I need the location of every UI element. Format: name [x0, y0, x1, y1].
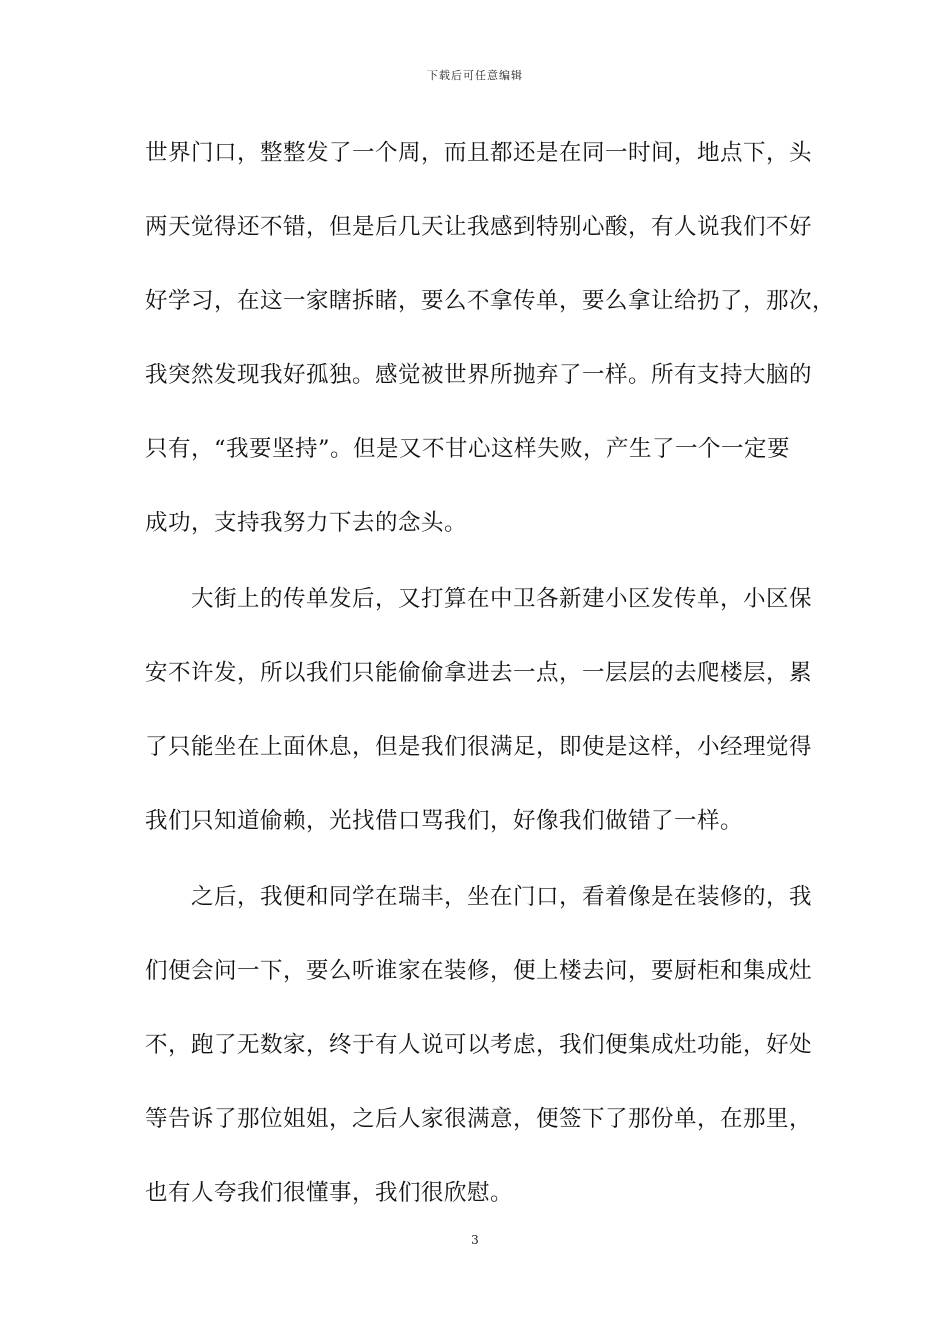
text-line: 不，跑了无数家，终于有人说可以考虑，我们便集成灶功能，好处 [145, 1032, 813, 1058]
paragraph-first-line: 大街上的传单发后，又打算在中卫各新建小区发传单，小区保 [191, 586, 813, 612]
text-line: 也有人夸我们很懂事，我们很欣慰。 [145, 1180, 514, 1206]
text-line: 成功，支持我努力下去的念头。 [145, 510, 468, 536]
text-line: 好学习，在这一家瞎拆睹，要么不拿传单，要么拿让给扔了，那次， [145, 288, 836, 314]
text-line: 们便会问一下，要么听谁家在装修，便上楼去问，要厨柜和集成灶 [145, 958, 813, 984]
text-line: 只有，“我要坚持”。但是又不甘心这样失败，产生了一个一定要 [145, 436, 791, 462]
text-line: 等告诉了那位姐姐，之后人家很满意，便签下了那份单，在那里， [145, 1106, 813, 1132]
text-line: 我突然发现我好孤独。感觉被世界所抛弃了一样。所有支持大脑的 [145, 362, 813, 388]
text-line: 两天觉得还不错，但是后几天让我感到特别心酸，有人说我们不好 [145, 214, 813, 240]
paragraph-first-line: 之后，我便和同学在瑞丰，坐在门口，看着像是在装修的，我 [191, 884, 813, 910]
text-line: 我们只知道偷赖，光找借口骂我们，好像我们做错了一样。 [145, 808, 744, 834]
page-number: 3 [471, 1233, 479, 1247]
text-line: 了只能坐在上面休息，但是我们很满足，即使是这样，小经理觉得 [145, 734, 813, 760]
text-line: 安不许发，所以我们只能偷偷拿进去一点，一层层的去爬楼层，累 [145, 660, 813, 686]
page-header: 下载后可任意编辑 [427, 69, 523, 82]
text-line: 世界门口，整整发了一个周，而且都还是在同一时间，地点下，头 [145, 140, 813, 166]
